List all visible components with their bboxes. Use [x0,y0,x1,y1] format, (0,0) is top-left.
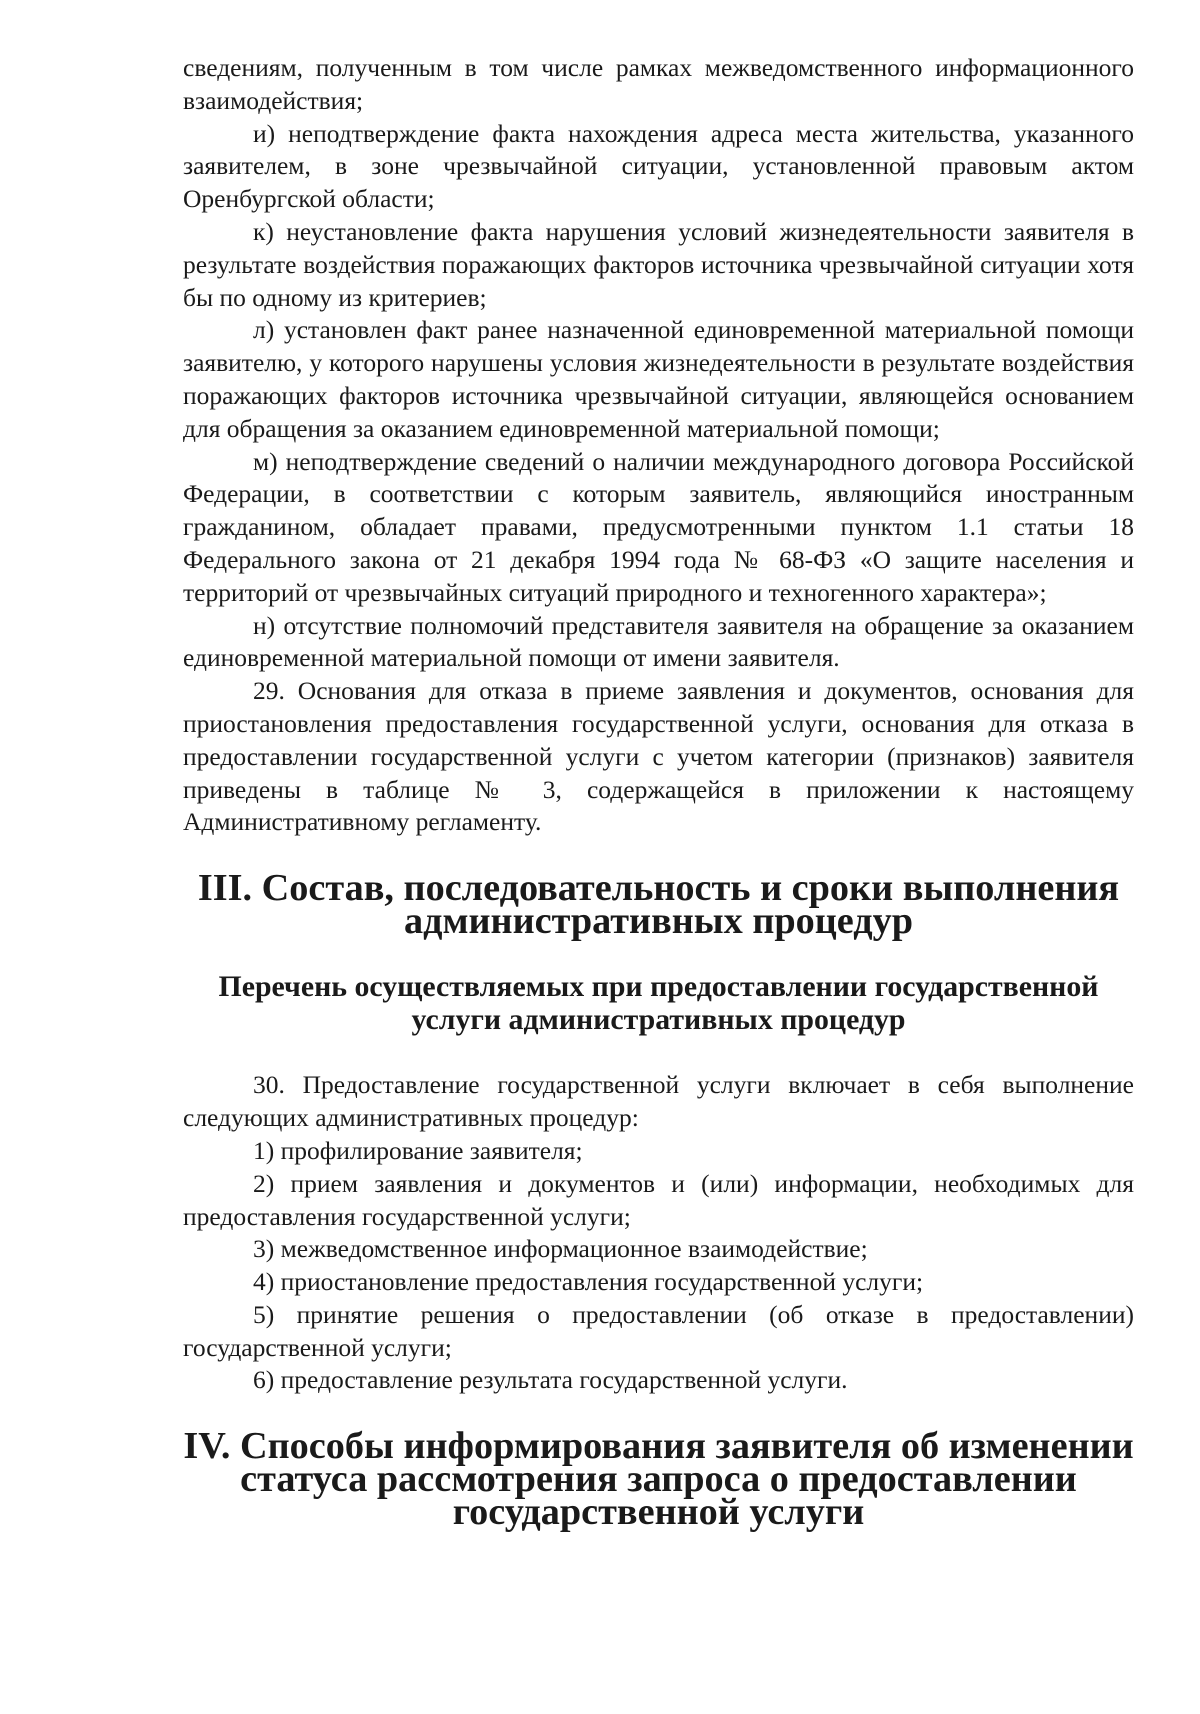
paragraph-item-i: и) неподтверждение факта нахождения адреса места жительства, указанного заявителем, в зоне чрезвычайной ситуации, установленной правовым актом Оренбургской области; [183,118,1134,214]
list-item-2: 2) прием заявления и документов и (или) информации, необходимых для предоставления государственной услуги; [183,1168,1134,1231]
list-item-3: 3) межведомственное информационное взаимодействие; [253,1234,868,1264]
subsection-heading: Перечень осуществляемых при предоставлении государственной услуги административных процедур [218,969,1099,1036]
list-item-1: 1) профилирование заявителя; [253,1135,583,1165]
spacer [183,938,1134,971]
paragraph-item-n: н) отсутствие полномочий представителя заявителя на обращение за оказанием единовременной материальной помощи от имени заявителя. [183,610,1134,673]
document-page [183,52,1134,1533]
section-3-heading: III. Состав, последовательность и сроки выполнения административных процедур [197,867,1120,942]
section-4-heading: IV. Способы информирования заявителя об изменении статуса рассмотрения запроса о предоставлении государственной услуги [183,1425,1134,1533]
paragraph-30: 30. Предоставление государственной услуги включает в себя выполнение следующих административных процедур: [183,1070,1134,1133]
spacer [183,1036,1134,1069]
paragraph-item-k: к) неустановление факта нарушения условий жизнедеятельности заявителя в результате воздействия поражающих факторов источника чрезвычайной ситуации хотя бы по одному из критериев; [183,216,1134,312]
paragraph-item-m: м) неподтверждение сведений о наличии международного договора Российской Федерации, в соответствии с которым заявитель, являющийся иностранным гражданином, обладает правами, предусмотренными пунктом 1.1 статьи 18 Федерального закона от 21 декабря 1994 года № 68-ФЗ «О защите населения и территорий от чрезвычайных ситуаций природного и техногенного характера»; [183,446,1134,607]
list-item-4: 4) приостановление предоставления государственной услуги; [253,1267,924,1297]
paragraph-29: 29. Основания для отказа в приеме заявления и документов, основания для приостановления предоставления государственной услуги, основания для отказа в предоставлении государственной услуги с учетом категории (признаков) заявителя приведены в таблице № 3, содержащейся в приложении к настоящему Административному регламенту. [183,676,1134,837]
list-item-6: 6) предоставление результата государственной услуги. [253,1365,848,1395]
paragraph-continuation: сведениям, полученным в том числе рамках межведомственного информационного взаимодействия; [183,53,1134,115]
list-item-5: 5) принятие решения о предоставлении (об отказе в предоставлении) государственной услуги; [183,1299,1134,1362]
paragraph-item-l: л) установлен факт ранее назначенной единовременной материальной помощи заявителю, у которого нарушены условия жизнедеятельности в результате воздействия поражающих факторов источника чрезвычайной ситуации, являющейся основанием для обращения за оказанием единовременной материальной помощи; [183,315,1134,443]
